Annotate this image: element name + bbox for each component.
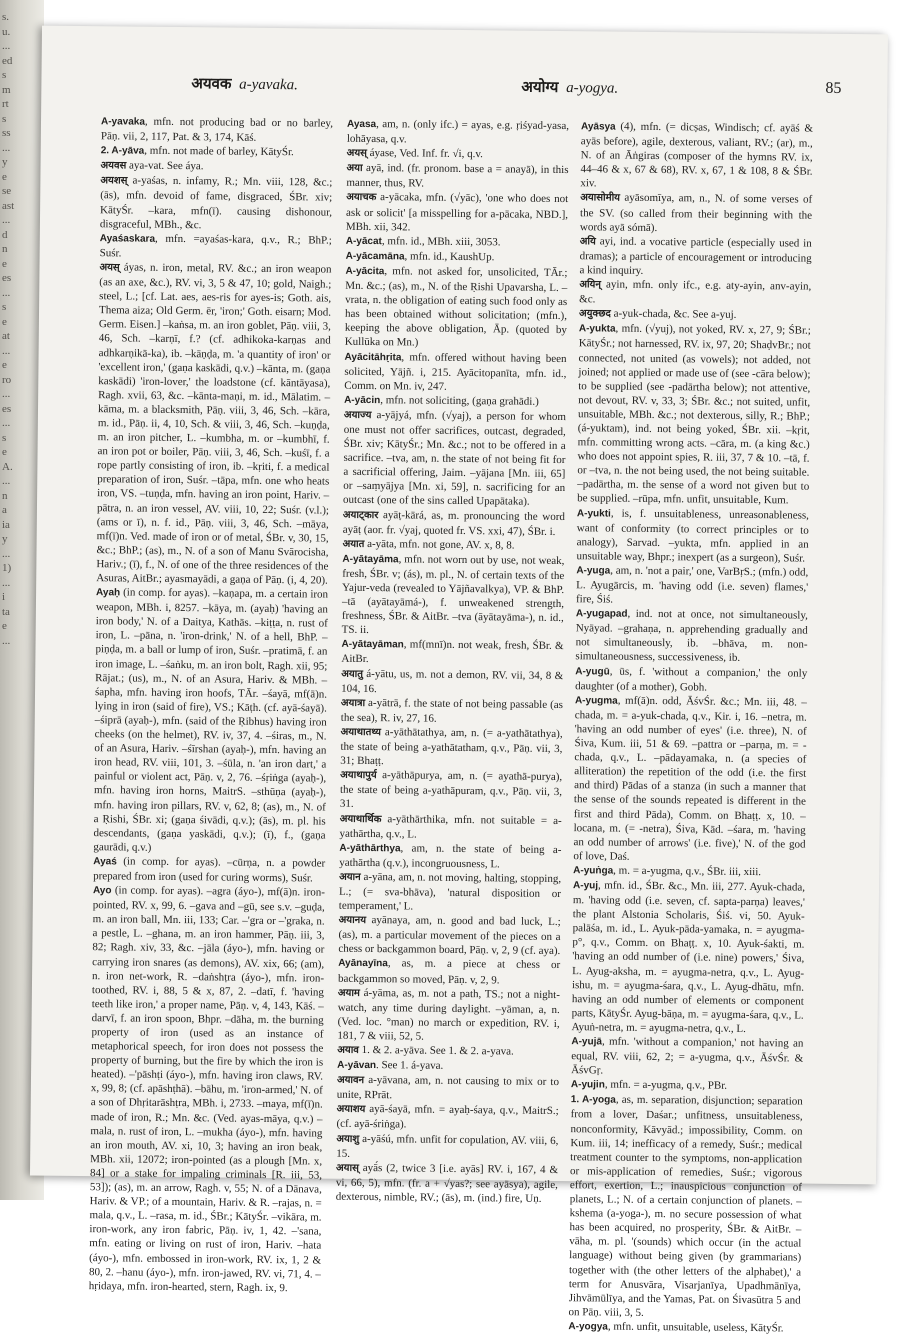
previous-page-line: e: [2, 257, 7, 270]
previous-page-line: ...: [2, 634, 11, 647]
entry-headword: A-yavaka: [100, 116, 145, 128]
previous-page-line: y: [2, 533, 8, 545]
previous-page-line: ta: [2, 605, 10, 618]
entry-headword: अयाट्कार: [342, 509, 379, 521]
entry-headword: A-yujā: [571, 1036, 603, 1048]
entry-definition: , am, n. (only ifc.) = ayas, e.g. ṛiśyad-yasa, lohāyasa, q.v.: [346, 118, 570, 146]
dictionary-entry: [337, 985, 560, 1045]
entry-definition: ayi, ind. a vocative particle (especially used in dramas); a particle of encouragement or introducing a kind inquiry.: [579, 235, 812, 277]
previous-page-line: s.: [2, 11, 10, 23]
entry-headword: अयासोमीय: [580, 192, 621, 205]
dictionary-entry: [347, 117, 569, 149]
previous-page-line: ...: [2, 417, 11, 429]
entry-definition: a-yāvana, am, n. not causing to mix or to unite, RPrāt.: [336, 1074, 560, 1102]
entry-definition: a-yāna, am, n. not moving, halting, stopping, L.; (= sva-bhāva), 'natural disposition or temperament,' L.: [338, 870, 562, 913]
entry-headword: A-yugma: [574, 694, 618, 707]
previous-page-line: ...: [2, 40, 11, 52]
entry-definition: ayā, ind. (fr. pronom. base a = anayā), in this manner, thus, RV.: [346, 162, 569, 190]
dictionary-entry: [568, 1319, 800, 1337]
entry-definition: á-yātu, us, m. not a demon, RV. vii, 34, 8 & 104, 16.: [341, 667, 564, 695]
entry-headword: अयस्: [346, 147, 367, 160]
entry-headword: अयाज्य: [343, 409, 372, 421]
dictionary-entry: [101, 114, 333, 146]
entry-definition: , mfn. id., MBh. xiii, 3053.: [381, 234, 501, 249]
dictionary-entry: [338, 956, 560, 988]
dictionary-entry: [580, 191, 812, 237]
entry-headword: अया: [346, 163, 363, 175]
entry-headword: अयातु: [341, 668, 364, 680]
entry-definition: , mfn. =ayaśas-kara, q.v., R.; BhP.; Suśr.: [99, 232, 332, 260]
entry-definition: , m. = a-yugma, q.v., ŚBr. iii, xiii.: [613, 864, 762, 879]
entry-headword: Ayāsya: [580, 121, 616, 133]
left-headword-devanagari: अयवक: [191, 76, 232, 93]
entry-headword: A-yuga: [576, 565, 611, 577]
entry-headword: A-yāthārthya: [339, 842, 401, 855]
entry-headword: A-yātayāma: [342, 553, 399, 566]
entry-headword: अयाव: [337, 1044, 359, 1056]
entry-definition: , mfn. = a-yugma, q.v., PBr.: [604, 1078, 728, 1093]
entry-definition: , mfn. not producing bad or no barley, Pāṇ. vii, 2, 117, Pat. & 3, 174, Kāś.: [100, 115, 334, 144]
previous-page-line: ss: [2, 127, 11, 139]
entry-headword: अयानय: [338, 914, 367, 927]
entry-definition: ayā́s (2, twice 3 [i.e. ayās] RV. i, 167, 4 & vi, 66, 5), mfn. (fr. a + √yas?; see ayāsya), agile, dexterous, nimble, RV.; (ās), m. (ind.) fire, Uṇ.: [335, 1161, 559, 1205]
dictionary-entry: [579, 234, 811, 280]
previous-page-line: ...: [2, 141, 11, 154]
entry-headword: 2. A-yāva: [100, 145, 145, 157]
previous-page-line: a: [2, 504, 7, 516]
dictionary-entry: [575, 664, 807, 696]
previous-page-line: e: [2, 446, 7, 458]
entry-definition: a-yāthāpurya, am, n. (= ayathā-purya), the state of being a-yathāpuram, q.v., Pāṇ. vii, 3, 31.: [339, 769, 563, 811]
dictionary-entry: [89, 883, 325, 1295]
column-2: [335, 117, 570, 1205]
entry-definition: ayā-śayā, mfn. = ayaḥ-śaya, q.v., MaitrS.; (cf. ayā-śriṅga).: [336, 1103, 559, 1131]
entry-definition: , am, n. 'not a pair,' one, VarBṛS.; (mfn.) odd, L. Ayugārcis, m. 'having odd (i.e. seven) flames,' fire, Śiś.: [575, 564, 809, 606]
dictionary-entry: [576, 506, 809, 566]
entry-headword: A-yogya: [568, 1321, 608, 1333]
entry-definition: ayāsomīya, am, n., N. of some verses of the SV. (so called from their beginning with the words ayā sómā).: [579, 192, 813, 234]
previous-page-line: e: [2, 620, 7, 632]
entry-definition: , mfn. offered without having been solicited, Yājñ. i, 215. Ayācitopanīta, mfn. id., Comm. on Mn. iv, 247.: [344, 350, 567, 393]
entry-definition: (in comp. for ayas). –agra (áyo-), mf(ā)n. iron-pointed, RV. x, 99, 6. –gava and –gū, see s.v. –guḍa, m. an iron ball, Mn. iii, 133; Car. –'gra or –'graka, n. a pestle, L. –ghana, m. an iron hammer, Pāṇ. iii, 3, 82; Ragh. xiv, 33, &c. –jāla (áyo-), mfn. having or carrying iron snares (as demons), AV. xix, 66; (am), n. iron net-work, R. –daṅshṭra (áyo-), mfn. iron-toothed, RV. i, 88, 5 & x, 87, 2. –datī, f. 'having teeth like iron,' a proper name, Pāṇ. v, 4, 143, Kāś. –darvī, f. an iron spoon, Bhpr. –dāha, m. the burning property of iron (used as an instance of metaphorical speech, for iron does not possess the property of burning, but the fire by which the iron is heated). –'pāshṭi (áyo-), mfn. having iron claws, RV. x, 99, 8; (cf. apāshṭhā). –bāhu, m. 'iron-armed,' N. of a son of Dhṛitarāshṭra, MBh. i, 2733. –maya, mf(ī)n. made of iron, R.; Mn. &c. (Ved. ayas-māya, q.v.) –mala, n. rust of iron, L. –mukha (áyo-), mfn. having an iron mouth, AV. xi, 10, 3; having an iron beak, MBh. xii, 12072; iron-pointed (as a plough [Mn. x, 84] or a stake for impaling criminals [R. iii, 53, 53]); (as), m. an arrow, Ragh. v, 55; N. of a Dānava, Hariv. & VP.; of a mountain, Hariv. & R. –rajas, n. = mala, q.v., L. –rasa, m. id., ŚBr.; KātyŚr. –vikāra, m. iron-work, any iron fabric, Pāṇ. iv, 1, 42. –'sana, mfn. eating or living on rust of iron, Hariv. –hata (áyo-), mfn. embossed in iron-work, RV. ix, 1, 2 & 80, 2. –hanu (áyo-), mfn. iron-jawed, RV. vi, 71, 4. –hṛidaya, mfn. iron-hearted, stern, Ragh. ix, 9.: [88, 884, 326, 1294]
entry-definition: (in comp. for ayas). –cūrṇa, n. a powder prepared from iron (used for curing worms), Suśr.: [93, 855, 326, 885]
entry-definition: (4), mfn. (= dicṣas, Windisch; cf. ayāś & ayās before), agile, dexterous, valiant, RV.; (ar), m., N. of an Āṅgiras (composer of the hymns RV. ix, 44–46 & x, 67 & 68), RV. x, 67, 1 & 108, 8 & ŚBr. xiv.: [580, 120, 814, 190]
entry-headword: A-yukta: [578, 323, 616, 335]
entry-definition: , as, m. separation, disjunction; separation from a lover, Daśar.; unfitness, unsuitableness, nonconformity, Kāvyād.; impossibility, Comm. on Kum. iii, 14; inefficacy of a remedy, Suśr.; medical treatment counter to the symptoms, non-application or mis-application of remedies, Suśr.; vigorous effort, exertion, L.; inauspicious conjunction of planets, L.; N. of a certain conjunction of planets. –kshema (a-yoga-), m. no secure possession of what has been acquired, no prosperity, ŚBr. & AitBr. –vāha, m. pl. '(sounds) which occur (in the actual language) without being given (by grammarians) together with (the other letters of the alphabet),' a term for Anusvāra, Visarjanīya, Upadhmānīya, Jihvāmūlīya, and the Yamas, Pat. on Śivasūtra 5 and on Pāṇ. viii, 3, 5.: [568, 1094, 803, 1319]
dictionary-entry: [569, 1093, 803, 1322]
entry-definition: , mfn. not asked for, unsolicited, TĀr.; Mn. &c.; (as), m., N. of the Ṛishi Upavarsha, L. –vrata, n. the obligation of eating such food only as has been obtained without solicitation; (mfn.), keeping the above obligation, Āp. (quoted by Kullūka on Mn.): [344, 265, 568, 349]
right-headword-devanagari: अयोग्य: [521, 79, 559, 96]
entry-definition: a-yāthārthika, mfn. not suitable = a-yathārtha, q.v., L.: [339, 812, 562, 841]
entry-definition: , mfn. unfit, unsuitable, useless, KātyŚr.: [607, 1320, 784, 1335]
previous-page-line: m: [2, 83, 11, 96]
previous-page-line: ...: [2, 576, 11, 589]
previous-page-line: ...: [2, 547, 11, 560]
entry-headword: अयि: [579, 235, 596, 248]
entry-headword: A-yācamāna: [345, 250, 405, 263]
entry-headword: Ayo: [92, 885, 112, 897]
entry-headword: 1. A-yoga: [570, 1094, 616, 1107]
entry-headword: A-yāvan: [337, 1059, 377, 1072]
entry-headword: अयात: [342, 538, 365, 550]
page-number: 85: [825, 79, 842, 97]
entry-headword: अयान: [339, 871, 361, 883]
entry-definition: ayin, mfn. only ifc., e.g. aty-ayin, anv-ayin, &c.: [579, 278, 812, 306]
entry-definition: á-yāma, as, m. not a path, TS.; not a night-watch, any time during daylight. –yāman, a, n. (Ved. loc. °man) no march or expedition, RV. i, 181, 7 & viii, 52, 5.: [337, 986, 560, 1043]
previous-page-line: u.: [2, 25, 11, 38]
dictionary-entry: [341, 695, 563, 727]
dictionary-entry: [96, 260, 331, 588]
dictionary-entry: [100, 174, 333, 234]
dictionary-entry: [339, 870, 561, 916]
dictionary-entry: [340, 725, 562, 771]
entry-headword: A-yukti: [576, 507, 611, 520]
entry-definition: a-yuk-chada, &c. See a-yuj.: [610, 307, 737, 322]
entry-definition: , ind. not at once, not simultaneously, Nyāyad. –grahaṇa, n. apprehending gradually and not simultaneously, ib. –bhāva, m. non-simultaneousness, successiveness, ib.: [575, 607, 808, 665]
entry-headword: अयाशय: [336, 1104, 366, 1116]
dictionary-entry: [579, 277, 811, 309]
entry-definition: , is, f. unsuitableness, unreasonableness, want of conformity (to correct principles or to analogy), Sarvad. –yukta, mfn. applied in an unsuitable way, Bhpr.; inexpert (as a surgeon), Suśr.: [576, 507, 810, 565]
column-3: [568, 119, 814, 1335]
entry-headword: A-yācin: [344, 394, 381, 406]
previous-page-line: s: [2, 301, 7, 313]
entry-definition: ayānaya, am, n. good and bad luck, L.; (as), m. a particular movement of the pieces on a chess or backgammon board, Pāṇ. v, 2, 9 (cf. aya).: [338, 914, 561, 958]
entry-headword: अयाचक: [346, 192, 377, 204]
entry-definition: , mfn. not made of barley, KātyŚr.: [144, 144, 294, 159]
entry-definition: , mfn. 'without a companion,' not having an equal, RV. viii, 62, 2; = a-yugma, q.v., ĀśvŚr. & ĀśvGṛ.: [571, 1035, 804, 1077]
previous-page-line: d: [2, 228, 8, 241]
dictionary-entry: [571, 1034, 803, 1080]
entry-definition: , mfn. not worn out by use, not weak, fresh, ŚBr. v; (ás), m. pl., N. of certain texts of the Yajur-veda (revealed to Yājñavalkya), VP. & BhP. –tā (ayātayāmá-), f. unweakened strength, freshness, ŚBr. & AitBr. –tva (āyātayāma-), n. id., TS. ii.: [341, 553, 565, 637]
entry-definition: , mfn. (√yuj), not yoked, RV. x, 27, 9; ŚBr.; KātyŚr.; not harnessed, RV. ix, 97, 20; ShaḍvBr.; not connected, not united (as vowels); not added, not joined; not applied or made use of (see -cāra below); to be supplied (see -padārtha below); not attentive, not devout, RV. v, 33, 3; ŚBr. &c.; not suited, unfit, unsuitable, MBh. &c.; not dexterous, silly, R.; BhP.; (á-yuktam), ind. not being yoked, ŚBr. xii. –kṛit, mfn. committing wrong acts. –cāra, m. (a king &c.) who does not appoint spies, R. iii, 37, 7 & 10. –tā, f. or –tva, n. the not being used, the not being suitable. –padārtha, m. the sense of a word not given but to be supplied. –rūpa, mfn. unfit, unsuitable, Kum.: [577, 322, 811, 507]
previous-page-line: y: [2, 156, 8, 168]
dictionary-entry: [342, 552, 565, 640]
previous-page-line: es: [2, 402, 12, 415]
right-headword-transliteration: a-yogya.: [566, 80, 619, 97]
previous-page-line: at: [2, 330, 10, 342]
previous-page-line: i: [2, 591, 6, 603]
entry-headword: A-yujin: [570, 1079, 605, 1091]
dictionary-entry: [340, 768, 562, 814]
previous-page-line: ro: [2, 373, 12, 386]
dictionary-entry: [346, 161, 568, 193]
entry-definition: a-yātrā, f. the state of not being passable (as the sea), R. iv, 27, 16.: [340, 696, 564, 725]
previous-page-line: ia: [2, 518, 10, 531]
entry-headword: अयाथार्थिक: [339, 813, 382, 825]
entry-definition: , mfn. id., ŚBr. &c., Mn. iii, 277. Ayuk-chada, m. 'having odd (i.e. seven, cf. sapta-parṇa) leaves,' the plant Alstonia Scholaris, Śiś. vi, 50. Ayuk-palāśa, m. id., L. Ayuk-pāda-yamaka, n. = ayugma-p°, q.v., Comm. on Bhaṭṭ. x, 10. Ayuk-śakti, m. 'having an odd number of (i.e. nine) powers,' Śiva, L. Ayug-aksha, m. = ayugma-netra, q.v., L. Ayug-ishu, m. = ayugma-śara, q.v., L. Ayug-dhātu, mfn. having an odd number of elements or component parts, KātyŚr. Ayug-bāṇa, m. = ayugma-śara, q.v., L. Ayuṅ-netra, m. = ayugma-netra, q.v., L.: [571, 879, 806, 1035]
previous-page-line: e: [2, 170, 7, 183]
entry-definition: áyase, Ved. Inf. fr. √i, q.v.: [366, 147, 483, 161]
previous-page-line: es: [2, 272, 12, 284]
entry-headword: Ayaśaskara: [99, 232, 156, 245]
entry-headword: Ayasa: [346, 118, 377, 131]
entry-headword: A-yuj: [572, 880, 599, 892]
entry-definition: , mf(ā)n. odd, ĀśvŚr. &c.; Mn. iii, 48. –chada, m. = a-yuk-chada, q.v., Kir. i, 16. –netra, m. 'having an odd number of eyes' (i.e. three), N. of Śiva, Kum. iii, 51 & 69. –pattra or –parṇa, m. = -chada, q.v., L. –pādayamaka, n. (a species of alliteration) the repetition of the odd (i.e. the first and third) Pādas of a stanza (in such a manner that the sense of the sounds repeated is different in the first and third Pāda), Comm. on Bhaṭṭ. x, 10. –locana, m. (= -netra), Śiva, Kād. –śara, m. 'having an odd number of arrows' (i.e. five),' N. of the god of love, Daś.: [573, 694, 808, 863]
entry-definition: , am, n. the state of being a-yathārtha (q.v.), incongruousness, L.: [339, 842, 562, 871]
previous-page-line: n: [2, 243, 8, 255]
entry-headword: Ayaś: [93, 856, 117, 868]
previous-page-line: A.: [2, 460, 13, 473]
previous-page-line: ast: [2, 199, 15, 212]
column-1: [88, 114, 334, 1294]
dictionary-entry: [343, 507, 565, 539]
entry-definition: 1. & 2. a-yāva. See 1. & 2. a-yava.: [358, 1043, 514, 1058]
entry-definition: . See 1. á-yava.: [375, 1059, 444, 1072]
entry-headword: अयात्रा: [340, 697, 366, 709]
dictionary-entry: [345, 264, 568, 352]
previous-page-line: se: [2, 185, 12, 197]
entry-headword: अयावन: [336, 1074, 365, 1087]
dictionary-entry: [344, 349, 566, 395]
entry-headword: A-yuṅga: [573, 865, 614, 877]
previous-page-line: s: [2, 69, 7, 81]
dictionary-entry: [337, 1073, 559, 1105]
dictionary-entry: [346, 190, 568, 236]
dictionary-entry: [573, 693, 807, 866]
entry-definition: aya-vat. See áya.: [126, 159, 204, 173]
entry-headword: अयस्: [99, 262, 120, 274]
entry-headword: Ayānayīna: [338, 958, 388, 970]
dictionary-entry: [580, 119, 813, 193]
entry-headword: Ayācitāhṛita: [344, 351, 402, 363]
entry-headword: अयास्: [336, 1162, 359, 1174]
entry-definition: a-yaśas, n. infamy, R.; Mn. viii, 128, &c.; (ās), mfn. devoid of fame, disgraced, ŚBr. xiv; KātyŚr. –kara, mfn(ī). causing dishonour, disgraceful, MBh., &c.: [99, 174, 333, 231]
entry-definition: ayāṭ-kārá, as, m. pronouncing the word ayāṭ (aor. fr. √yaj, quoted fr. VS. xxi, 47), ŚBr. i.: [342, 508, 565, 538]
previous-page-line: s: [2, 431, 7, 444]
dictionary-entry: [336, 1131, 558, 1163]
previous-page-line: e: [2, 315, 7, 328]
dictionary-entry: [336, 1160, 558, 1206]
entry-definition: , mf(mnī)n. not weak, fresh, ŚBr. & AitBr.: [341, 638, 564, 666]
entry-headword: Ayaḥ: [96, 587, 121, 599]
entry-headword: अयुक्छद: [578, 308, 611, 320]
entry-definition: (in comp. for ayas). –kaṇapa, m. a certain iron weapon, MBh. i, 8257. –kāya, m. (ayaḥ) 'having an iron body,' N. of a Daitya, Kathās. –kiṭṭa, n. rust of iron, L. –pāna, n. 'iron-drink,' N. of a hell, BhP. –piṇḍa, m. a ball or lump of iron, Suśr. –pratimā, f. an iron image, L. –śaṅku, m. an iron bolt, Ragh. xii, 95; Rājat.; (us), m., N. of an Asura, Hariv. & MBh. –śapha, mfn. having iron hoofs, TĀr. –śayā, mf(ā)n. lying in iron (said of fire), VS.; Kāṭh. (cf. ayā-śayā). –śiprā (ayaḥ-), mfn. (said of the Ṛibhus) having iron cheeks (on the helmet), RV. iv, 37, 4. –śiras, m., N. of an Asura, Hariv. –śīrshan (ayaḥ-), mfn. having an iron head, RV. viii, 101, 3. –śūla, n. 'an iron dart,' a painful or violent act, Pāṇ. v, 2, 76. –śṛiṅga (ayaḥ-), mfn. having iron horns, MaitrS. –sthūṇa (ayaḥ-), mfn. having iron pillars, RV. v, 62, 8; (as), m., N. of a Ṛishi, ŚBr. xi; (gaṇa śivādi, q.v.); (ās), m. pl. his descendants, (gaṇa yaskādi, q.v.); (ī), f., (gaṇa gaurādi, q.v.): [93, 586, 329, 854]
previous-page-line: ed: [2, 54, 13, 67]
entry-headword: अयिन्: [579, 279, 601, 291]
entry-definition: a-yājyá, mfn. (√yaj), a person for whom one must not offer sacrifices, outcast, degraded, ŚBr. xiv; KātyŚr.; Mn. &c.; not to be offered in a sacrifice. –tva, am, n. the state of not being fit for a sacrificial offering, Jaim. –yājana [Mn. iii, 65] or –saṃyājya [Mn. xi, 59], n. sacrificing for an outcast (one of the sins called Upapātaka).: [343, 408, 567, 509]
entry-headword: A-yugapad: [575, 608, 628, 620]
dictionary-entry: [575, 606, 808, 666]
previous-page-line: e: [2, 359, 7, 371]
previous-page-line: ...: [2, 286, 11, 299]
dictionary-entry: [571, 878, 805, 1036]
entry-definition: a-yācaka, mfn. (√yāc), 'one who does not ask or solicit' [a misspelling for a-pācaka, NBD.], MBh. xii, 342.: [345, 191, 569, 234]
entry-headword: A-yācita: [345, 265, 385, 278]
previous-page-line: s: [2, 112, 7, 125]
entry-definition: áyas, n. iron, metal, RV. &c.; an iron weapon (as an axe, &c.), RV. vi, 3, 5 & 47, 10; gold, Naigh.; steel, L.; [cf. Lat. aes, aes-ris for ayes-is; Goth. ais, Thema aiza; Old Germ. ēr, 'iron;' Goth. eisarn; Mod. Germ. Eisen.] –kaṅsa, m. an iron goblet, Pāṇ. viii, 3, 46, Sch. –karṇī, f.? (cf. adhikoka-karṇas and adhkarṇikā-ka), ib. –kāṇḍa, m. 'a quantity of iron' or 'excellent iron,' (gaṇa kaskādi, q.v.) –kānta, m. (gaṇa kaskādi) 'iron-lover,' the loadstone (cf. kāntāyasa), Ragh. xvii, 63, &c. –kānta-maṇi, m. id., Mālatim. –kāma, m. a blacksmith, Pāṇ. viii, 3, 46, Sch. –kāra, m. id., Pāṇ. ii, 4, 10, Sch. & viii, 3, 46, Sch. –kuṇḍa, m. an iron pitcher, L. –kumbha, m. or –kumbhī, f. an iron pot or boiler, Pāṇ. viii, 3, 46, Sch. –kuśī, f. a rope partly consisting of iron, ib. –kṛiti, f. a medical preparation of iron, Suśr. –tāpa, mfn. one who heats iron, VS. –tuṇḍa, mfn. having an iron point, Hariv. –pātra, n. an iron vessel, AV. viii, 10, 22; Suśr. (v.l.); (ams or ī), n. f. id., Pāṇ. viii, 3, 46, Sch. –māya, mf(ī)n. Ved. made of iron or of metal, ŚBr. v, 30, 15, &c.; BhP.; (as), m., N. of a son of Manu Svārocisha, Hariv.; (ī), f., N. of one of the three residences of the Asuras, AitBr.; ayasmayādi, a gaṇa of Pāṇ. (i, 4, 20).: [96, 261, 332, 587]
entry-headword: अयाशु: [336, 1133, 360, 1145]
running-header: [101, 72, 841, 102]
previous-page-line: ...: [2, 388, 11, 400]
entry-headword: A-yācat: [345, 235, 382, 247]
entry-headword: अयशस्: [100, 175, 128, 187]
entry-definition: , mfn. id., KaushUp.: [404, 250, 495, 264]
right-running-head: [521, 77, 618, 98]
dictionary-entry: [93, 585, 328, 856]
dictionary-entry: [338, 913, 560, 959]
entry-definition: , ūs, f. 'without a companion,' the only daughter (of a mother), Gobh.: [575, 665, 808, 694]
dictionary-entry: [93, 854, 325, 886]
dictionary-entry: [100, 231, 332, 263]
previous-page-line: n: [2, 489, 8, 502]
entry-headword: अयाम: [337, 987, 360, 999]
left-headword-transliteration: a-yavaka.: [239, 76, 298, 94]
entry-headword: A-yugū: [575, 665, 610, 678]
previous-page-line: rt: [2, 98, 9, 110]
dictionary-entry: [576, 563, 808, 609]
entry-definition: a-yāthātathya, am, n. (= a-yathātathya), the state of being a-yathātatham, q.v., Pāṇ. vii, 3, 31; Bhaṭṭ.: [340, 726, 563, 768]
dictionary-entry: [340, 811, 562, 843]
entry-headword: अयवस: [100, 160, 127, 172]
dictionary-entry: [341, 637, 563, 669]
dictionary-entry: [343, 408, 566, 510]
entry-definition: a-yāta, mfn. not gone, AV. x, 8, 8.: [364, 537, 515, 552]
entry-headword: अयाथातथ्य: [340, 726, 382, 739]
left-running-head: [191, 73, 298, 94]
dictionary-entry: [577, 322, 811, 509]
previous-page-line: ...: [2, 475, 11, 487]
entry-definition: , as, m. a piece at chess or backgammon so moved, Pāṇ. v, 2, 9.: [338, 957, 561, 986]
dictionary-entry: [341, 666, 563, 698]
entry-headword: A-yātayāman: [341, 639, 404, 651]
dictionary-entry: [336, 1102, 558, 1134]
entry-definition: , mfn. not soliciting, (gaṇa grahādi.): [380, 393, 539, 408]
previous-page-line: 1): [2, 562, 12, 574]
dictionary-entry: [339, 840, 561, 872]
previous-page-line: ...: [2, 214, 11, 226]
previous-page-line: ...: [2, 344, 11, 357]
entry-definition: a-yāśú, mfn. unfit for copulation, AV. viii, 6, 15.: [336, 1132, 559, 1160]
entry-headword: अयाथापुर्य: [340, 769, 377, 782]
dictionary-page: [30, 26, 888, 1335]
